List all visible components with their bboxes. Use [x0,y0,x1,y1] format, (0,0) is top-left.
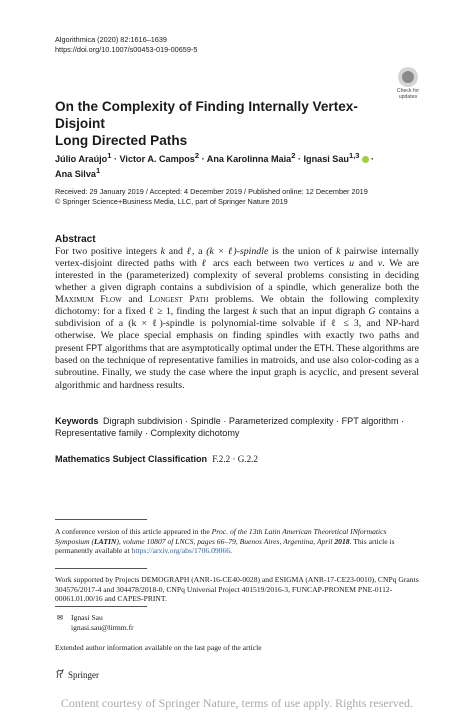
funding-footnote: Work supported by Projects DEMOGRAPH (ANR-16-CE40-0028) and ESIGMA (ANR-17-CE23-0010), CNPq Grants 304576/2017-4 and 304478/2018-0, CNPq Universal Project 401519/2016-3, FUNCAP-PRONEM PNE-0112-00061.01.00/16 and CAPES-PRINT. [55,575,419,604]
title-line-2: Long Directed Paths [55,133,188,148]
affiliation-marker: 1 [95,166,101,176]
affiliation-marker: 2 [194,151,200,160]
keywords-text: Digraph subdivision · Spindle · Parameterized complexity · FPT algorithm · Representative family · Complexity dichotomy [55,416,405,439]
publisher-name: Springer [68,670,99,680]
publisher-logo [55,669,99,680]
crossmark-icon [398,67,418,87]
title-line-1: On the Complexity of Finding Internally Vertex-Disjoint [55,99,358,131]
msc-classification [55,454,419,464]
check-for-updates-badge[interactable] [392,67,424,101]
contact-email[interactable]: ignasi.sau@lirmm.fr [71,622,134,632]
contact-name: Ignasi Sau [71,613,103,622]
dates-line: Received: 29 January 2019 / Accepted: 4 December 2019 / Published online: 12 December 2019 [55,187,368,196]
check-updates-label: Check for [396,88,420,94]
springer-horse-icon [55,669,65,679]
journal-citation: Algorithmica (2020) 82:1616–1639 [55,35,167,44]
affiliation-marker: 1 [107,151,112,160]
msc-label: Mathematics Subject Classification [55,454,208,464]
abstract-text: For two positive integers k and ℓ, a (k × ℓ)-spindle is the union of k pairwise internally vertex-disjoint directed paths with ℓ arcs each between two vertices u and v. We are interested in the (parameterized) complexity of several problems consisting in deciding whether a given digraph contains a subdivision of a spindle, which generalize both the Maximum Flow and Longest Path problems. We obtain the following complexity dichotomy: for a fixed ℓ ≥ 1, finding the largest k such that an input digraph G contains a subdivision of a (k × ℓ)-spindle is polynomial-time solvable if ℓ ≤ 3, and NP-hard otherwise. We place special emphasis on finding spindles with exactly two paths and present FPT algorithms that are asymptotically optimal under the ETH. These algorithms are based on the technique of representative families in matroids, and use also color-coding as a subroutine. Finally, we study the case where the input graph is acyclic, and present several algorithmic and hardness results. [55,246,420,391]
footnote-divider [55,568,147,569]
footnote-divider [55,606,147,607]
author-name[interactable]: Ana Silva [55,169,96,180]
author-name[interactable]: Ignasi Sau [303,154,349,165]
extended-author-info: Extended author information available on the last page of the article [55,643,262,652]
author-list: Júlio Araújo$^1$ · Victor A. Campos$^2$ · Ana Karolinna Maia$^2$ · Ignasi Sau$^{1,3}$ · Ana Silva$^1$ [55,151,375,180]
keywords-label: Keywords [55,416,99,426]
article-title [55,98,385,149]
footnote-divider [55,519,147,520]
copyright-line: © Springer Science+Business Media, LLC, part of Springer Nature 2019 [55,196,288,206]
doi-link[interactable]: https://doi.org/10.1007/s00453-019-00659-5 [55,44,198,54]
arxiv-link[interactable]: https://arxiv.org/abs/1706.09066 [131,546,231,556]
abstract-heading: Abstract [55,234,96,245]
keywords [55,415,419,439]
author-name[interactable]: Ana Karolinna Maia [206,154,292,165]
mail-icon: ✉ [56,613,64,622]
affiliation-marker: 2 [291,151,296,160]
author-name[interactable]: Júlio Araújo [55,154,108,165]
courtesy-watermark: Content courtesy of Springer Nature, terms of use apply. Rights reserved. [60,696,414,710]
conference-footnote: A conference version of this article appeared in the Proc. of the 13th Latin American Theoretical INformatics Symposium (LATIN), volume 10807 of LNCS, pages 66–79, Buenos Aires, Argentina, April 2018. This article is permanently available at https://arxiv.org/abs/1706.09066. [55,527,395,556]
publication-dates [55,187,425,206]
msc-codes: F.2.2 · G.2.2 [212,454,258,464]
author-name[interactable]: Victor A. Campos [119,154,195,165]
journal-header [55,35,197,54]
orcid-icon[interactable] [362,156,369,163]
corresponding-author [55,613,419,632]
check-updates-label-2: updates [398,94,418,100]
affiliation-marker: 1,3 [348,151,360,160]
